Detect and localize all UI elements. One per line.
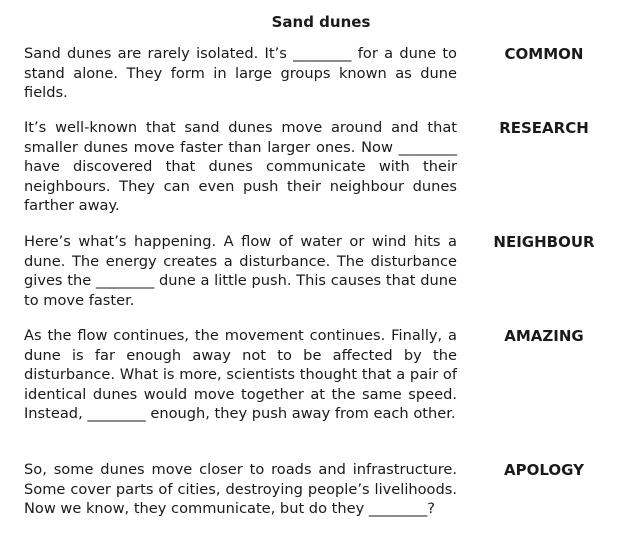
- paragraph-text-before: Sand dunes are rarely isolated. It’s: [24, 45, 294, 62]
- paragraph-text-before: It’s well-known that sand dunes move around and that smaller dunes move faster than larger ones. Now: [24, 119, 457, 156]
- paragraph-text-after: enough, they push away from each other.: [145, 405, 456, 423]
- word-form-prompt-2: RESEARCH: [499, 119, 589, 137]
- paragraph-4: [24, 326, 457, 424]
- answer-blank: ________: [87, 405, 146, 423]
- paragraph-5: [24, 460, 457, 519]
- answer-blank: ________: [293, 45, 352, 62]
- paragraph-3: [24, 232, 457, 310]
- paragraph-text-before: As the flow continues, the movement continues. Finally, a dune is far enough away not to be affected by the disturbance. What is more, scientists thought that a pair of identical dunes would move together at the same speed. Instead,: [24, 327, 457, 423]
- paragraph-text-after: for a dune to stand alone. They form in large groups known as dune fields.: [24, 45, 457, 102]
- paragraph-2: [24, 118, 457, 216]
- paragraph-text-after: ?: [427, 500, 435, 518]
- answer-blank: ________: [368, 500, 428, 518]
- answer-blank: ________: [95, 272, 155, 290]
- paragraph-text-after: dune a little push. This causes that dune to move faster.: [24, 272, 457, 309]
- paragraph-text-before: So, some dunes move closer to roads and infrastructure. Some cover parts of cities, destroying people’s livelihoods. Now we know, they communicate, but do they: [24, 461, 457, 518]
- worksheet-title: Sand dunes: [271, 13, 371, 31]
- word-form-prompt-3: NEIGHBOUR: [493, 233, 595, 251]
- word-form-prompt-5: APOLOGY: [504, 461, 584, 479]
- paragraph-text-before: Here’s what’s happening. A flow of water or wind hits a dune. The energy creates a disturbance. The disturbance gives the: [24, 233, 457, 290]
- paragraph-text-after: have discovered that dunes communicate with their neighbours. They can even push their neighbour dunes farther away.: [24, 158, 457, 215]
- answer-blank: ________: [398, 138, 457, 156]
- word-form-prompt-4: AMAZING: [504, 327, 584, 345]
- paragraph-1: [24, 44, 457, 103]
- word-form-prompt-1: COMMON: [504, 45, 584, 63]
